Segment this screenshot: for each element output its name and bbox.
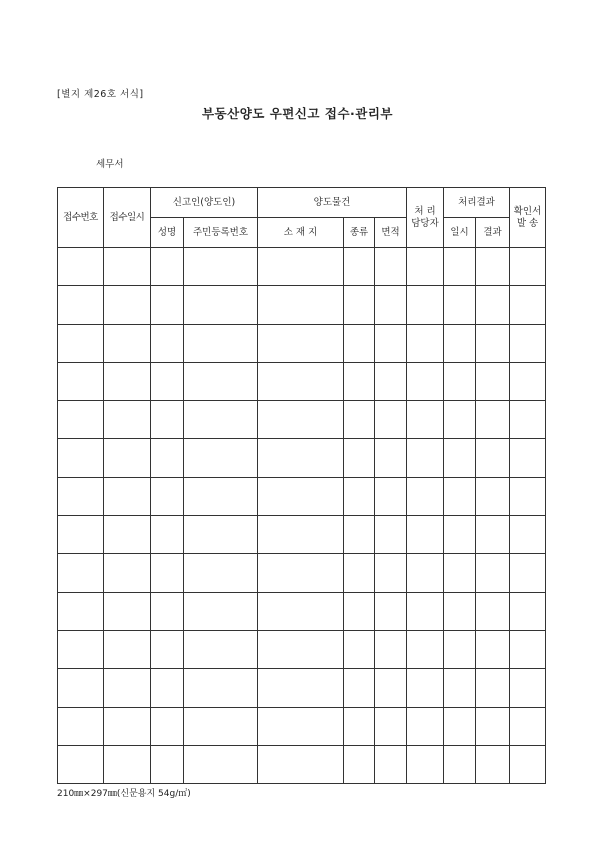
cell-result-date bbox=[444, 707, 476, 745]
cell-result-date bbox=[444, 286, 476, 324]
cell-receipt-date bbox=[104, 401, 151, 439]
cell-result-outcome bbox=[476, 554, 510, 592]
cell-receipt-no bbox=[58, 439, 104, 477]
cell-receipt-no bbox=[58, 477, 104, 515]
cell-result-outcome bbox=[476, 516, 510, 554]
header-row-1 bbox=[58, 188, 546, 218]
cell-receipt-no bbox=[58, 248, 104, 286]
cell-type bbox=[344, 439, 375, 477]
cell-location bbox=[258, 362, 344, 400]
cell-handler bbox=[407, 516, 444, 554]
cell-resident-no bbox=[184, 362, 258, 400]
cell-result-outcome bbox=[476, 707, 510, 745]
cell-resident-no bbox=[184, 248, 258, 286]
cell-receipt-date bbox=[104, 630, 151, 668]
header-result-outcome: 결과 bbox=[476, 218, 510, 248]
cell-receipt-date bbox=[104, 477, 151, 515]
cell-receipt-date bbox=[104, 516, 151, 554]
cell-resident-no bbox=[184, 477, 258, 515]
cell-area bbox=[375, 362, 407, 400]
table-row bbox=[58, 669, 546, 707]
cell-receipt-no bbox=[58, 745, 104, 783]
cell-receipt-no bbox=[58, 592, 104, 630]
cell-result-date bbox=[444, 401, 476, 439]
cell-area bbox=[375, 324, 407, 362]
page-title: 부동산양도 우편신고 접수·관리부 bbox=[201, 106, 393, 121]
cell-resident-no bbox=[184, 439, 258, 477]
table-row bbox=[58, 248, 546, 286]
cell-name bbox=[151, 362, 184, 400]
cell-confirmation bbox=[510, 324, 546, 362]
header-handler bbox=[407, 188, 444, 248]
cell-area bbox=[375, 477, 407, 515]
cell-handler bbox=[407, 554, 444, 592]
cell-confirmation bbox=[510, 745, 546, 783]
cell-confirmation bbox=[510, 516, 546, 554]
cell-confirmation bbox=[510, 248, 546, 286]
cell-result-date bbox=[444, 630, 476, 668]
cell-location bbox=[258, 248, 344, 286]
cell-handler bbox=[407, 439, 444, 477]
cell-result-date bbox=[444, 554, 476, 592]
cell-confirmation bbox=[510, 362, 546, 400]
table-row bbox=[58, 286, 546, 324]
cell-name bbox=[151, 286, 184, 324]
cell-area bbox=[375, 592, 407, 630]
cell-area bbox=[375, 745, 407, 783]
cell-confirmation bbox=[510, 477, 546, 515]
cell-area bbox=[375, 707, 407, 745]
paper-spec-footer: 210㎜×297㎜(신문용지 54g/㎡) bbox=[57, 789, 191, 799]
header-transfer-item: 양도물건 bbox=[258, 188, 407, 218]
table-row bbox=[58, 516, 546, 554]
cell-location bbox=[258, 630, 344, 668]
cell-handler bbox=[407, 630, 444, 668]
cell-result-outcome bbox=[476, 592, 510, 630]
cell-result-date bbox=[444, 439, 476, 477]
cell-area bbox=[375, 669, 407, 707]
cell-name bbox=[151, 324, 184, 362]
cell-resident-no bbox=[184, 669, 258, 707]
cell-result-outcome bbox=[476, 324, 510, 362]
tax-office-label: 세무서 bbox=[96, 159, 124, 170]
ledger-table bbox=[57, 187, 546, 784]
cell-result-outcome bbox=[476, 439, 510, 477]
cell-name bbox=[151, 630, 184, 668]
cell-resident-no bbox=[184, 286, 258, 324]
cell-receipt-no bbox=[58, 630, 104, 668]
table-row bbox=[58, 707, 546, 745]
header-result-date: 일시 bbox=[444, 218, 476, 248]
cell-name bbox=[151, 401, 184, 439]
cell-result-date bbox=[444, 745, 476, 783]
cell-result-outcome bbox=[476, 248, 510, 286]
cell-result-date bbox=[444, 669, 476, 707]
cell-result-outcome bbox=[476, 745, 510, 783]
cell-name bbox=[151, 745, 184, 783]
header-receipt-date: 접수일시 bbox=[104, 188, 151, 248]
header-type: 종류 bbox=[344, 218, 375, 248]
table-row bbox=[58, 439, 546, 477]
cell-location bbox=[258, 286, 344, 324]
cell-type bbox=[344, 477, 375, 515]
cell-resident-no bbox=[184, 745, 258, 783]
cell-resident-no bbox=[184, 401, 258, 439]
cell-name bbox=[151, 669, 184, 707]
cell-receipt-no bbox=[58, 669, 104, 707]
cell-receipt-no bbox=[58, 401, 104, 439]
cell-resident-no bbox=[184, 516, 258, 554]
cell-result-outcome bbox=[476, 477, 510, 515]
cell-location bbox=[258, 439, 344, 477]
cell-type bbox=[344, 516, 375, 554]
cell-handler bbox=[407, 401, 444, 439]
cell-receipt-date bbox=[104, 707, 151, 745]
cell-receipt-no bbox=[58, 554, 104, 592]
cell-resident-no bbox=[184, 630, 258, 668]
table-row bbox=[58, 554, 546, 592]
header-receipt-no: 접수번호 bbox=[58, 188, 104, 248]
cell-area bbox=[375, 554, 407, 592]
cell-type bbox=[344, 707, 375, 745]
cell-receipt-no bbox=[58, 286, 104, 324]
cell-receipt-date bbox=[104, 324, 151, 362]
cell-receipt-date bbox=[104, 592, 151, 630]
cell-area bbox=[375, 516, 407, 554]
cell-area bbox=[375, 439, 407, 477]
cell-confirmation bbox=[510, 630, 546, 668]
cell-type bbox=[344, 554, 375, 592]
cell-confirmation bbox=[510, 669, 546, 707]
table-row bbox=[58, 324, 546, 362]
table-row bbox=[58, 630, 546, 668]
form-number: [별지 제26호 서식] bbox=[57, 89, 144, 100]
cell-result-outcome bbox=[476, 286, 510, 324]
header-result: 처리결과 bbox=[444, 188, 510, 218]
cell-type bbox=[344, 401, 375, 439]
cell-result-date bbox=[444, 362, 476, 400]
header-confirmation-line2: 발 송 bbox=[516, 217, 539, 229]
cell-area bbox=[375, 401, 407, 439]
cell-receipt-date bbox=[104, 286, 151, 324]
cell-type bbox=[344, 745, 375, 783]
cell-receipt-date bbox=[104, 248, 151, 286]
cell-resident-no bbox=[184, 707, 258, 745]
header-name: 성명 bbox=[151, 218, 184, 248]
table-row bbox=[58, 401, 546, 439]
cell-name bbox=[151, 592, 184, 630]
cell-handler bbox=[407, 362, 444, 400]
cell-location bbox=[258, 592, 344, 630]
cell-name bbox=[151, 707, 184, 745]
table-row bbox=[58, 592, 546, 630]
cell-result-date bbox=[444, 477, 476, 515]
cell-location bbox=[258, 707, 344, 745]
cell-receipt-date bbox=[104, 439, 151, 477]
cell-handler bbox=[407, 324, 444, 362]
header-area: 면적 bbox=[375, 218, 407, 248]
cell-name bbox=[151, 516, 184, 554]
cell-type bbox=[344, 324, 375, 362]
cell-receipt-date bbox=[104, 554, 151, 592]
cell-handler bbox=[407, 707, 444, 745]
cell-confirmation bbox=[510, 592, 546, 630]
cell-receipt-no bbox=[58, 516, 104, 554]
cell-area bbox=[375, 248, 407, 286]
cell-result-outcome bbox=[476, 630, 510, 668]
cell-result-date bbox=[444, 592, 476, 630]
ledger-body bbox=[58, 248, 546, 784]
cell-confirmation bbox=[510, 439, 546, 477]
cell-receipt-no bbox=[58, 324, 104, 362]
cell-resident-no bbox=[184, 554, 258, 592]
cell-location bbox=[258, 745, 344, 783]
cell-type bbox=[344, 630, 375, 668]
header-declarant: 신고인(양도인) bbox=[151, 188, 258, 218]
cell-location bbox=[258, 669, 344, 707]
cell-result-date bbox=[444, 248, 476, 286]
cell-confirmation bbox=[510, 286, 546, 324]
cell-type bbox=[344, 362, 375, 400]
cell-result-outcome bbox=[476, 669, 510, 707]
cell-handler bbox=[407, 477, 444, 515]
table-row bbox=[58, 745, 546, 783]
cell-name bbox=[151, 248, 184, 286]
cell-area bbox=[375, 630, 407, 668]
table-row bbox=[58, 477, 546, 515]
cell-area bbox=[375, 286, 407, 324]
header-confirmation-line1: 확인서 bbox=[513, 205, 542, 217]
cell-resident-no bbox=[184, 592, 258, 630]
cell-type bbox=[344, 248, 375, 286]
cell-name bbox=[151, 477, 184, 515]
cell-type bbox=[344, 669, 375, 707]
header-location: 소 재 지 bbox=[258, 218, 344, 248]
cell-location bbox=[258, 324, 344, 362]
cell-type bbox=[344, 286, 375, 324]
cell-result-outcome bbox=[476, 362, 510, 400]
cell-receipt-date bbox=[104, 745, 151, 783]
cell-location bbox=[258, 477, 344, 515]
cell-confirmation bbox=[510, 554, 546, 592]
header-confirmation bbox=[510, 188, 546, 248]
cell-handler bbox=[407, 745, 444, 783]
cell-confirmation bbox=[510, 707, 546, 745]
header-handler-line2: 담당자 bbox=[411, 217, 439, 229]
cell-handler bbox=[407, 286, 444, 324]
table-row bbox=[58, 362, 546, 400]
cell-result-date bbox=[444, 324, 476, 362]
cell-handler bbox=[407, 669, 444, 707]
cell-receipt-no bbox=[58, 362, 104, 400]
cell-confirmation bbox=[510, 401, 546, 439]
cell-receipt-date bbox=[104, 669, 151, 707]
header-handler-line1: 처 리 bbox=[414, 205, 436, 217]
cell-name bbox=[151, 554, 184, 592]
cell-location bbox=[258, 554, 344, 592]
header-resident-no: 주민등록번호 bbox=[184, 218, 258, 248]
cell-handler bbox=[407, 592, 444, 630]
cell-resident-no bbox=[184, 324, 258, 362]
cell-result-date bbox=[444, 516, 476, 554]
cell-receipt-date bbox=[104, 362, 151, 400]
cell-handler bbox=[407, 248, 444, 286]
cell-location bbox=[258, 401, 344, 439]
cell-name bbox=[151, 439, 184, 477]
cell-location bbox=[258, 516, 344, 554]
cell-type bbox=[344, 592, 375, 630]
cell-receipt-no bbox=[58, 707, 104, 745]
cell-result-outcome bbox=[476, 401, 510, 439]
